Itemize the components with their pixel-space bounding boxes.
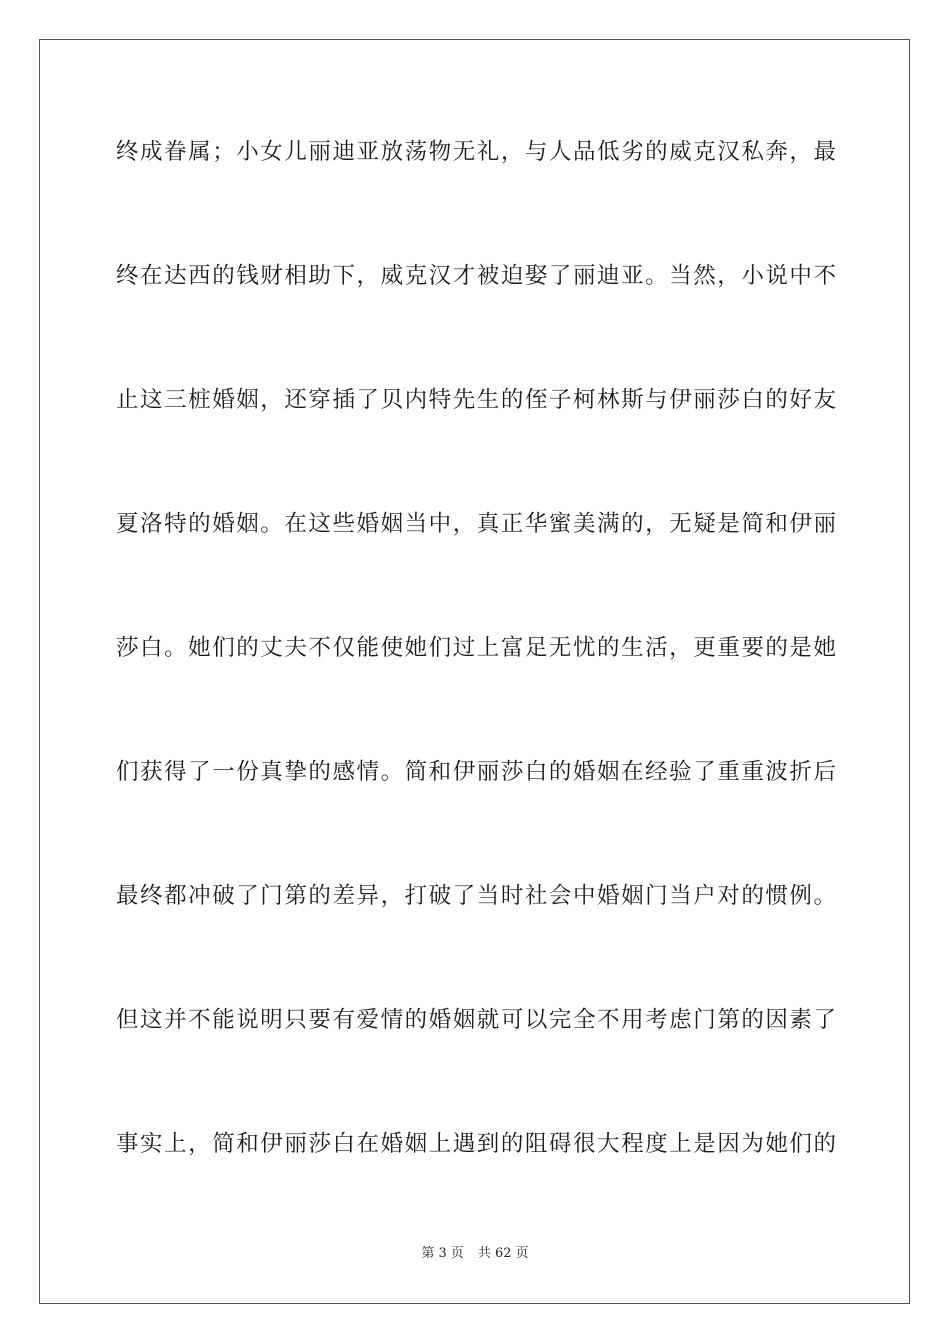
body-text-line-1: 终成眷属；小女儿丽迪亚放荡物无礼，与人品低劣的威克汉私奔，最 (116, 139, 836, 165)
page-number: 第 3 页 (421, 1246, 464, 1261)
page-footer (0, 1245, 950, 1263)
total-pages: 共 62 页 (477, 1246, 529, 1261)
body-text-line-8: 但这并不能说明只要有爱情的婚姻就可以完全不用考虑门第的因素了 (116, 1007, 836, 1033)
body-text-line-7: 最终都冲破了门第的差异，打破了当时社会中婚姻门当户对的惯例。 (116, 883, 836, 909)
body-text-line-6: 们获得了一份真挚的感情。简和伊丽莎白的婚姻在经验了重重波折后 (116, 759, 836, 785)
body-text-line-5: 莎白。她们的丈夫不仅能使她们过上富足无忧的生活，更重要的是她 (116, 635, 836, 661)
body-text-line-2: 终在达西的钱财相助下，威克汉才被迫娶了丽迪亚。当然，小说中不 (116, 263, 836, 289)
body-text-line-9: 事实上，简和伊丽莎白在婚姻上遇到的阻碍很大程度上是因为她们的 (116, 1131, 836, 1157)
body-text-line-3: 止这三桩婚姻，还穿插了贝内特先生的侄子柯林斯与伊丽莎白的好友 (116, 387, 836, 413)
body-text-line-4: 夏洛特的婚姻。在这些婚姻当中，真正华蜜美满的，无疑是简和伊丽 (116, 511, 836, 537)
page-border (39, 39, 910, 1304)
